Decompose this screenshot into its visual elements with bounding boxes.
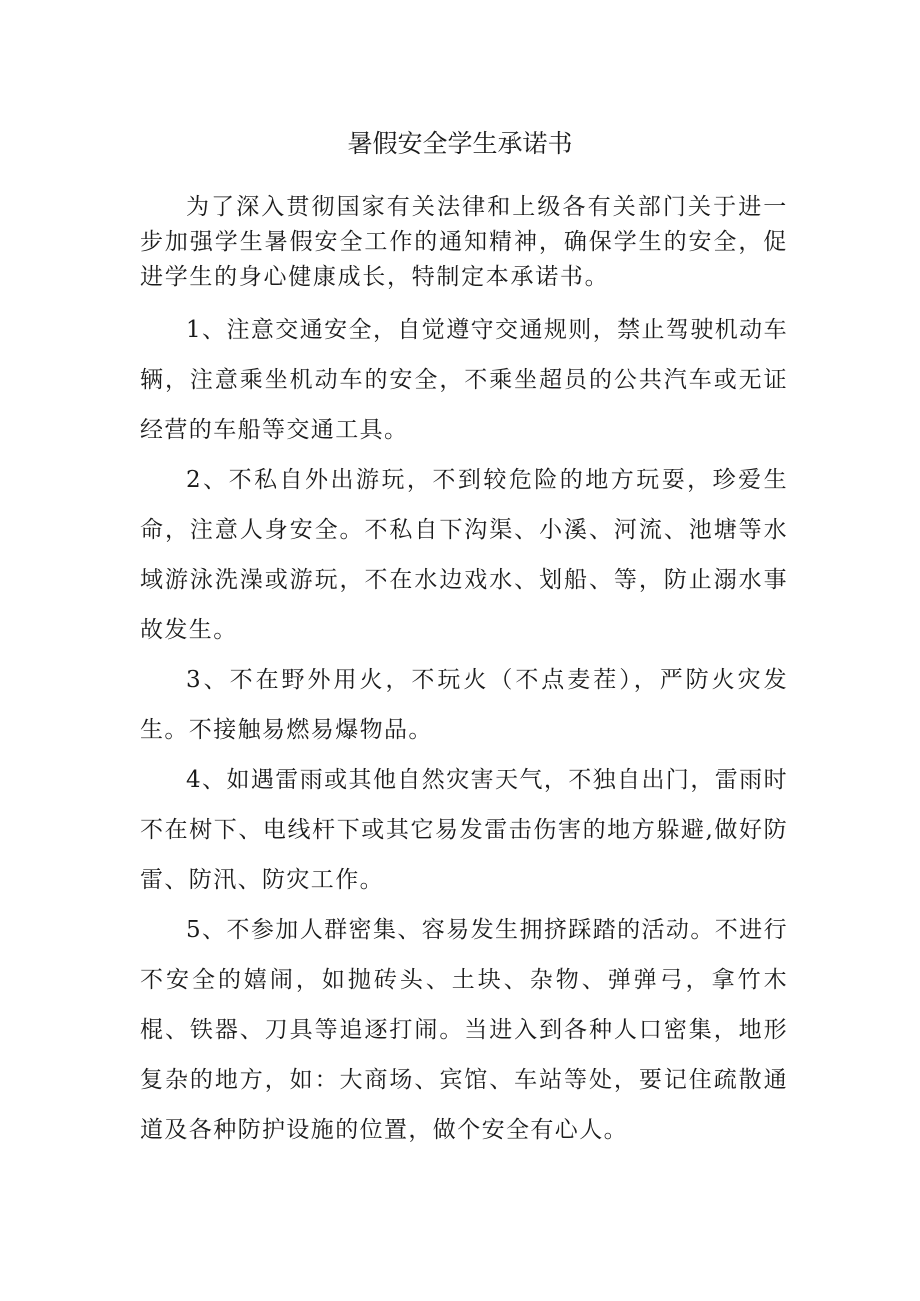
- pledge-item-3: 3、不在野外用火，不玩火（不点麦茬），严防火灾发生。不接触易燃易爆物品。: [140, 667, 788, 743]
- document-title: 暑假安全学生承诺书: [347, 129, 573, 158]
- pledge-item-5: 5、不参加人群密集、容易发生拥挤踩踏的活动。不进行不安全的嬉闹，如抛砖头、土块、杂物、弹弹弓，拿竹木棍、铁器、刀具等追逐打闹。当进入到各种人口密集，地形复杂的地方，如：大商场、宾馆、车站等处，要记住疏散通道及各种防护设施的位置，做个安全有心人。: [140, 917, 788, 1143]
- pledge-item-1: 1、注意交通安全，自觉遵守交通规则，禁止驾驶机动车辆，注意乘坐机动车的安全，不乘坐超员的公共汽车或无证经营的车船等交通工具。: [140, 317, 788, 443]
- pledge-item-4: 4、如遇雷雨或其他自然灾害天气，不独自出门，雷雨时不在树下、电线杆下或其它易发雷击伤害的地方躲避,做好防雷、防汛、防灾工作。: [140, 767, 788, 893]
- document-body: [140, 190, 788, 1155]
- pledge-item-2: 2、不私自外出游玩，不到较危险的地方玩耍，珍爱生命，注意人身安全。不私自下沟渠、小溪、河流、池塘等水域游泳洗澡或游玩，不在水边戏水、划船、等，防止溺水事故发生。: [140, 467, 788, 643]
- intro-paragraph: 为了深入贯彻国家有关法律和上级各有关部门关于进一步加强学生暑假安全工作的通知精神，确保学生的安全，促进学生的身心健康成长，特制定本承诺书。: [140, 194, 788, 290]
